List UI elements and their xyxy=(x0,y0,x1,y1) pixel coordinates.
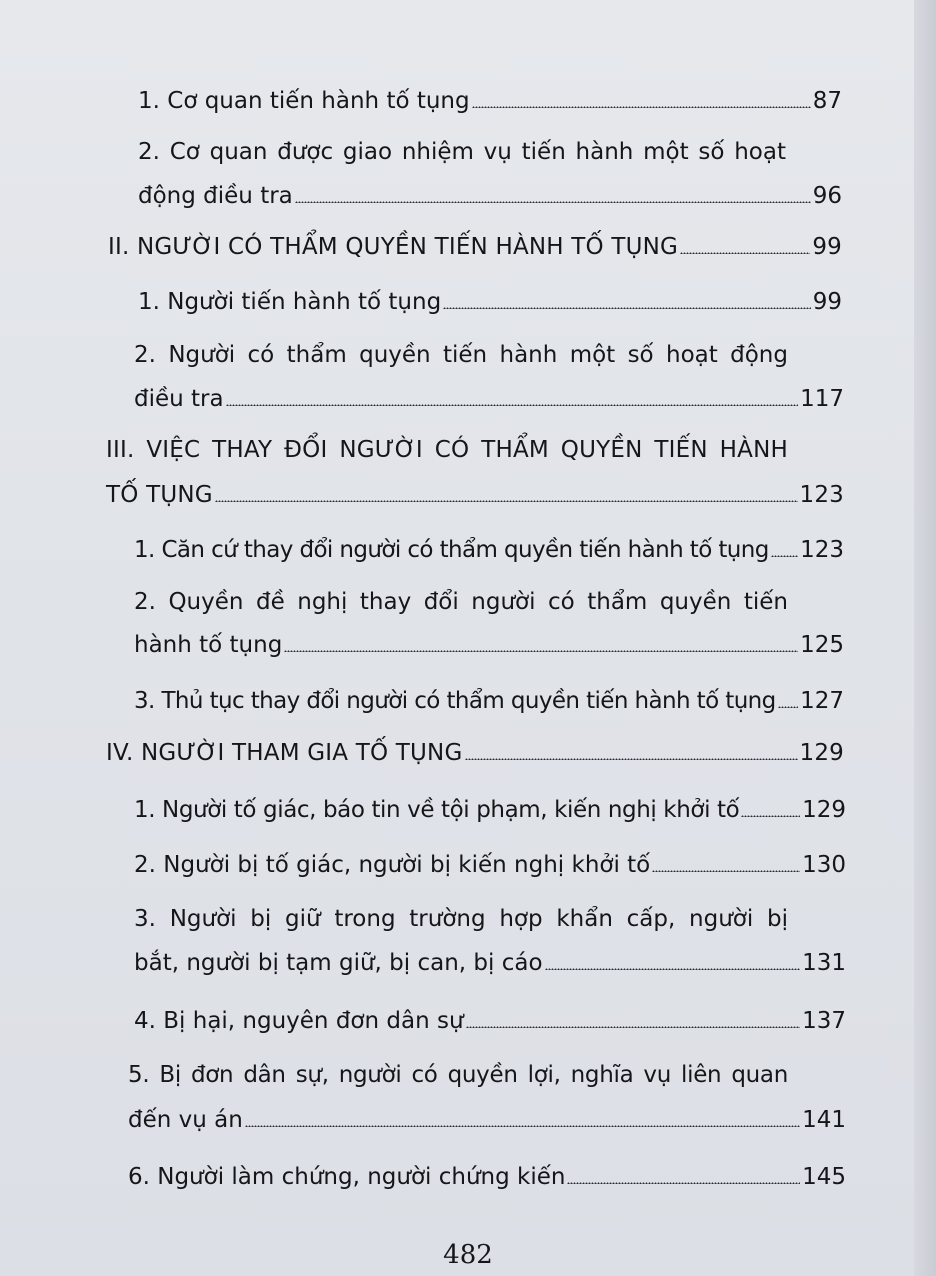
toc-entry-text: 4. Bị hại, nguyên đơn dân sự xyxy=(134,1008,464,1034)
toc-entry xyxy=(134,1006,846,1036)
dot-leader xyxy=(778,706,798,708)
toc-section xyxy=(106,738,844,768)
toc-page-number: 145 xyxy=(802,1164,846,1190)
dot-leader xyxy=(465,758,798,760)
dot-leader xyxy=(443,307,811,309)
dot-leader xyxy=(215,500,798,502)
toc-section-title: II. NGƯỜI CÓ THẨM QUYỀN TIẾN HÀNH TỐ TỤNG xyxy=(108,234,679,260)
toc-page-number: 117 xyxy=(800,386,844,412)
dot-leader xyxy=(545,968,801,970)
dot-leader xyxy=(680,252,810,254)
toc-entry-text: điều tra xyxy=(134,386,224,412)
toc-page-number: 123 xyxy=(799,482,844,508)
toc-page-number: 129 xyxy=(799,740,844,766)
toc-entry xyxy=(134,948,846,978)
toc-page-number: 123 xyxy=(800,537,844,563)
toc-entry-text: đến vụ án xyxy=(128,1107,243,1133)
toc-entry-text: 1. Người tiến hành tố tụng xyxy=(138,289,442,315)
toc-entry xyxy=(134,630,844,660)
toc-page-number: 137 xyxy=(802,1008,846,1034)
toc-page-number: 131 xyxy=(802,950,846,976)
toc-entry xyxy=(138,86,842,116)
dot-leader xyxy=(652,870,800,872)
toc-section-line1: III. VIỆC THAY ĐỔI NGƯỜI CÓ THẨM QUYỀN TIẾN HÀNH xyxy=(106,437,788,463)
toc-entry-text: 1. Cơ quan tiến hành tố tụng xyxy=(138,88,470,114)
dot-leader xyxy=(741,815,800,817)
dot-leader xyxy=(245,1125,800,1127)
toc-page-number: 129 xyxy=(802,797,846,823)
toc-section xyxy=(108,232,842,262)
toc-section xyxy=(106,480,844,510)
toc-entry-text: 1. Người tố giác, báo tin về tội phạm, kiến nghị khởi tố xyxy=(134,797,740,823)
toc-entry xyxy=(134,795,846,825)
toc-entry-text: 1. Căn cứ thay đổi người có thẩm quyền tiến hành tố tụng xyxy=(134,537,769,563)
toc-entry-text: động điều tra xyxy=(138,183,293,209)
toc-page-number: 125 xyxy=(800,632,844,658)
dot-leader xyxy=(771,555,798,557)
toc-entry-text: 2. Người bị tố giác, người bị kiến nghị khởi tố xyxy=(134,852,651,878)
toc-entry xyxy=(134,384,844,414)
dot-leader xyxy=(284,650,798,652)
toc-entry xyxy=(138,181,842,211)
toc-section-title: IV. NGƯỜI THAM GIA TỐ TỤNG xyxy=(106,740,463,766)
toc-entry xyxy=(128,1105,846,1135)
toc-page-number: 127 xyxy=(800,688,844,714)
toc-section-title: TỐ TỤNG xyxy=(106,482,213,508)
toc-entry xyxy=(138,287,842,317)
toc-page-number: 99 xyxy=(812,289,842,315)
toc-entry-text: hành tố tụng xyxy=(134,632,283,658)
toc-entry-text: 3. Thủ tục thay đổi người có thẩm quyền tiến hành tố tụng xyxy=(134,688,776,714)
dot-leader xyxy=(472,106,811,108)
dot-leader xyxy=(295,201,811,203)
toc-entry xyxy=(134,850,846,880)
toc-entry-line1: 2. Người có thẩm quyền tiến hành một số hoạt động xyxy=(134,342,788,368)
page-edge xyxy=(914,0,936,1276)
toc-page-number: 99 xyxy=(812,234,842,260)
toc-entry-text: 6. Người làm chứng, người chứng kiến xyxy=(128,1164,566,1190)
toc-entry-line1: 3. Người bị giữ trong trường hợp khẩn cấp, người bị xyxy=(134,906,788,932)
dot-leader xyxy=(226,404,798,406)
dot-leader xyxy=(466,1026,801,1028)
toc-entry-line1: 2. Quyền đề nghị thay đổi người có thẩm quyền tiến xyxy=(134,589,788,615)
toc-entry-text: bắt, người bị tạm giữ, bị can, bị cáo xyxy=(134,950,543,976)
dot-leader xyxy=(567,1182,800,1184)
toc-page-number: 141 xyxy=(802,1107,846,1133)
toc-entry-line1: 2. Cơ quan được giao nhiệm vụ tiến hành một số hoạt xyxy=(138,139,786,165)
toc-page-number: 130 xyxy=(802,852,846,878)
toc-page-number: 96 xyxy=(812,183,842,209)
toc-entry xyxy=(134,686,844,716)
toc-entry-line1: 5. Bị đơn dân sự, người có quyền lợi, nghĩa vụ liên quan xyxy=(128,1062,788,1088)
toc-entry xyxy=(128,1162,846,1192)
page-number: 482 xyxy=(443,1240,493,1270)
toc-page-number: 87 xyxy=(812,88,842,114)
toc-entry xyxy=(134,535,844,565)
